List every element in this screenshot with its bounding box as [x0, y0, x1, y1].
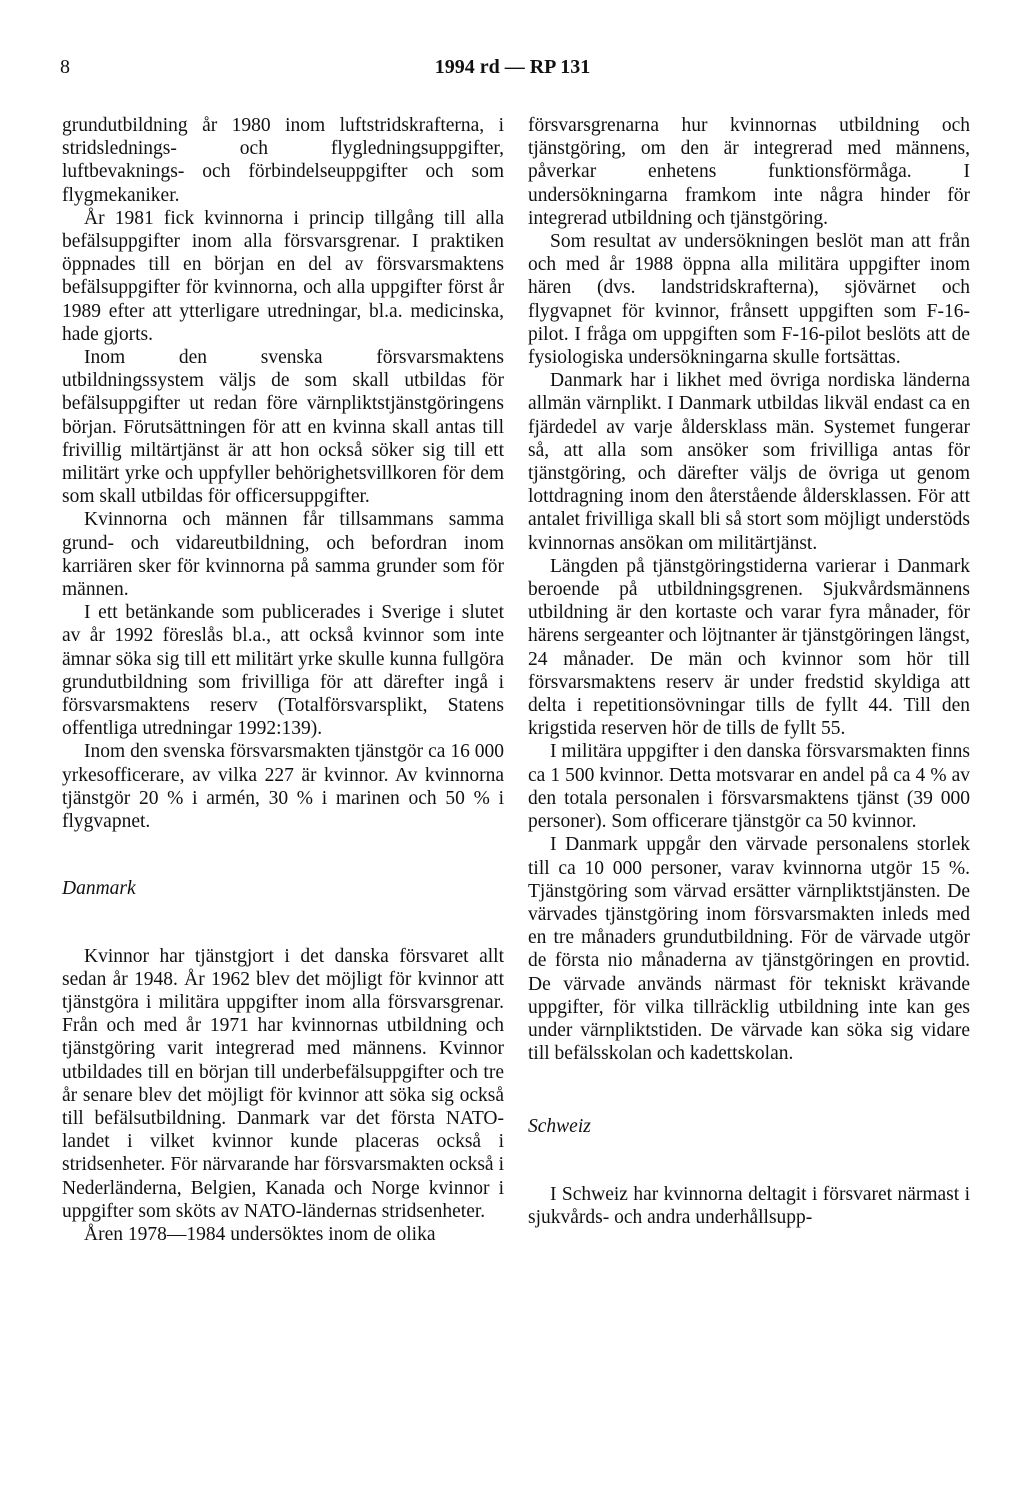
paragraph: Inom den svenska försvarsmakten tjänstgör ca 16 000 yrkesofficerare, av vilka 227 är kvinnor. Av kvinnorna tjänstgör 20 % i armén, 30 % i marinen och 50 % i flygvapnet. [62, 741, 504, 833]
section-heading-danmark: Danmark [62, 878, 136, 900]
paragraph: Danmark har i likhet med övriga nordiska länderna allmän värnplikt. I Danmark utbildas likväl endast ca en fjärdedel av varje åldersklass män. Systemet fungerar så, att alla som ansöker som frivilliga antas för tjänstgöring, och därefter väljs de övriga ut genom lottdragning inom den återstående åldersklassen. För att antalet frivilliga skall bli så stort som möjligt understöds kvinnornas ansökan om militärtjänst. [528, 370, 970, 554]
paragraph: Som resultat av undersökningen beslöt man att från och med år 1988 öppna alla militära uppgifter inom hären (dvs. landstridskrafterna), sjövärnet och flygvapnet för kvinnor, frånsett uppgiften som F-16-pilot. I fråga om uppgiften som F-16-pilot beslöts att de fysiologiska undersökningarna skulle fortsättas. [528, 231, 970, 369]
left-column [62, 114, 504, 1246]
paragraph: I militära uppgifter i den danska försvarsmakten finns ca 1 500 kvinnor. Detta motsvarar en andel på ca 4 % av den totala personalen i försvarsmaktens tjänst (39 000 personer). Som officerare tjänstgör ca 50 kvinnor. [528, 741, 970, 833]
section-heading-schweiz: Schweiz [528, 1116, 591, 1138]
page-header [60, 56, 965, 86]
paragraph: försvarsgrenarna hur kvinnornas utbildning och tjänstgöring, om den är integrerad med männens, påverkar enhetens funktionsförmåga. I undersökningarna framkom inte några hinder för integrerad utbildning och tjänstgöring. [528, 115, 970, 229]
paragraph: Längden på tjänstgöringstiderna varierar i Danmark beroende på utbildningsgrenen. Sjukvårdsmännens utbildning är den kortaste och varar fyra månader, för härens sergeanter och löjtnanter är tjänstgöringen längst, 24 månader. De män och kvinnor som hör till försvarsmaktens reserv är under fredstid skyldiga att delta i repetitionsövningar tills de fyllt 44. Till den krigstida reserven hör de tills de fyllt 55. [528, 555, 970, 740]
paragraph: Åren 1978—1984 undersöktes inom de olika [84, 1223, 436, 1245]
running-head: 1994 rd — RP 131 [434, 56, 591, 78]
paragraph: grundutbildning år 1980 inom luftstridskrafterna, i stridslednings- och flygledningsuppgifter, luftbevaknings- och förbindelseuppgifter och som flygmekaniker. [62, 115, 504, 206]
paragraph: I Schweiz har kvinnorna deltagit i försvaret närmast i sjukvårds- och andra underhållsupp- [528, 1183, 970, 1228]
paragraph: År 1981 fick kvinnorna i princip tillgång till alla befälsuppgifter inom alla försvarsgrenar. I praktiken öppnades till en början en del av försvarsmaktens befälsuppgifter för kvinnorna, och alla uppgifter först år 1989 efter att ytterligare utredningar, bl.a. medicinska, hade gjorts. [62, 207, 504, 345]
paragraph: Kvinnorna och männen får tillsammans samma grund- och vidareutbildning, och befordran inom karriären sker för kvinnorna på samma grunder som för männen. [62, 509, 504, 601]
right-column [528, 114, 970, 1229]
paragraph: I ett betänkande som publicerades i Sverige i slutet av år 1992 föreslås bl.a., att också kvinnor som inte ämnar söka sig till ett militärt yrke skulle kunna fullgöra grundutbildning som frivilliga för att därefter ingå i försvarsmaktens reserv (Totalförsvarsplikt, Statens offentliga utredningar 1992:139). [62, 602, 504, 740]
paragraph: Kvinnor har tjänstgjort i det danska försvaret allt sedan år 1948. År 1962 blev det möjligt för kvinnor att tjänstgöra i militära uppgifter inom alla försvarsgrenar. Från och med år 1971 har kvinnornas utbildning och tjänstgöring varit integrerad med männens. Kvinnor utbildades till en början till underbefälsuppgifter och tre år senare blev det möjligt för kvinnor att söka sig också till befälsutbildning. Danmark var det första NATO-landet i vilket kvinnor kunde placeras också i stridsenheter. För närvarande har försvarsmakten också i Nederländerna, Belgien, Kanada och Norge kvinnor i uppgifter som sköts av NATO-ländernas stridsenheter. [62, 945, 504, 1222]
paragraph: Inom den svenska försvarsmaktens utbildningssystem väljs de som skall utbildas för befälsuppgifter ut redan före värnpliktstjänstgöringens början. Förutsättningen för att en kvinna skall antas till frivillig miltärtjänst är att hon också söker sig till ett militärt yrke och uppfyller behörighetsvillkoren för dem som skall utbildas för officersuppgifter. [62, 347, 504, 508]
paragraph: I Danmark uppgår den värvade personalens storlek till ca 10 000 personer, varav kvinnorna utgör 15 %. Tjänstgöring som värvad ersätter värnpliktstjänsten. De värvades tjänstgöring inom försvarsmakten inleds med en tre månaders grundutbildning. För de värvade utgör de första nio månaderna av tjänstgöringen en provtid. De värvade används närmast för tekniskt krävande uppgifter, för vilka tillräcklig utbildning inte kan ges under värnpliktstiden. De värvade kan söka sig vidare till befälsskolan och kadettskolan. [528, 834, 970, 1065]
page-number: 8 [60, 56, 70, 78]
